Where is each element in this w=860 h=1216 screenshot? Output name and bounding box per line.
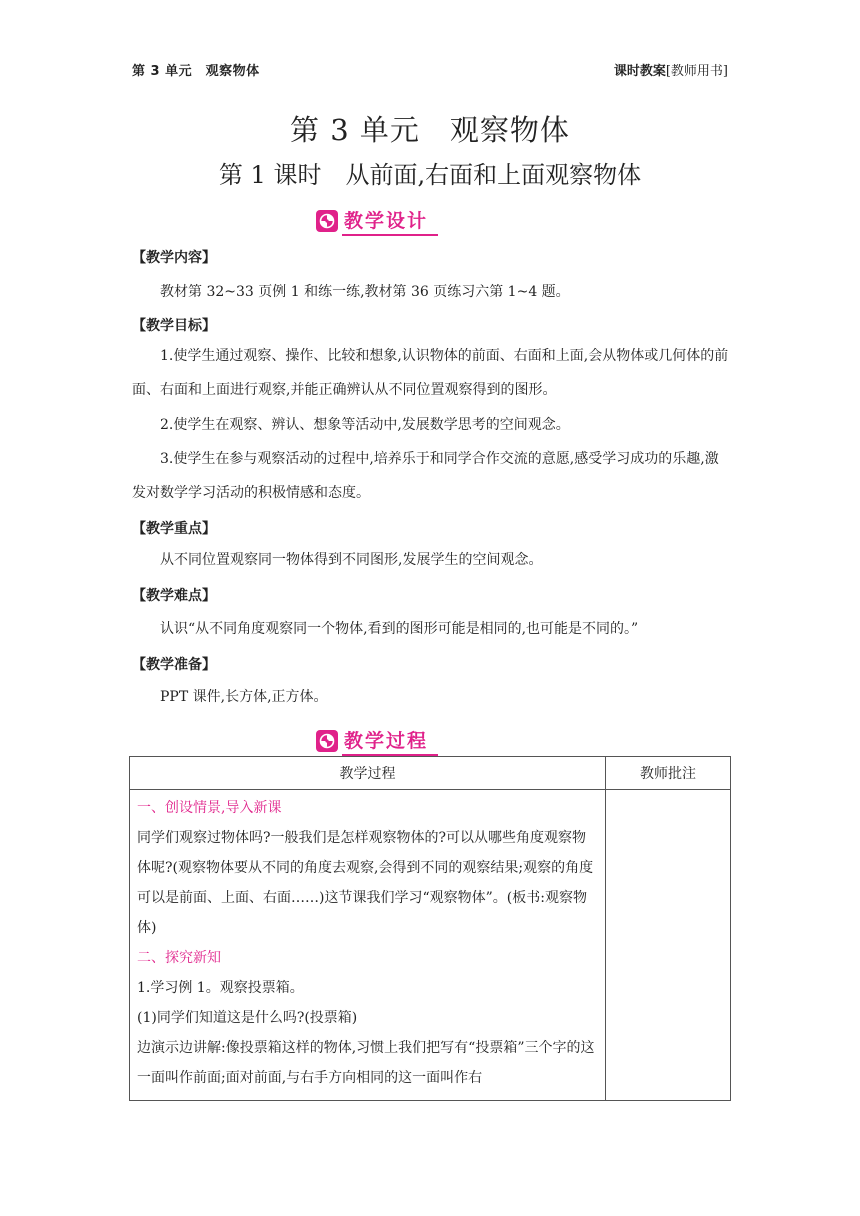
banner-teaching-design — [316, 206, 438, 236]
teaching-process-table — [129, 756, 731, 1101]
step-2-line-3: 边演示边讲解:像投票箱这样的物体,习惯上我们把写有“投票箱”三个字的这一面叫作前面;面对前面,与右手方向相同的这一面叫作右 — [137, 1040, 595, 1086]
step-2-line-1: 1.学习例 1。观察投票箱。 — [137, 980, 304, 996]
header-book-title: 课时教案 — [613, 64, 666, 79]
heading-difficulties: 【教学难点】 — [132, 588, 216, 604]
preparation-text: PPT 课件,长方体,正方体。 — [160, 689, 328, 705]
unit-title: 第 3 单元 观察物体 — [290, 113, 570, 147]
notes-cell[interactable] — [606, 790, 731, 1101]
lesson-title: 第 1 课时 从前面,右面和上面观察物体 — [218, 161, 642, 189]
column-header-notes: 教师批注 — [606, 757, 731, 790]
table-header-row — [130, 757, 731, 790]
goal-1: 1.使学生通过观察、操作、比较和想象,认识物体的前面、右面和上面,会从物体或几何体的前面、右面和上面进行观察,并能正确辨认从不同位置观察得到的图形。 — [132, 348, 729, 398]
step-2-title: 二、探究新知 — [137, 950, 221, 966]
pinwheel-icon — [316, 210, 338, 232]
running-header-book — [614, 60, 728, 79]
header-book-type: [教师用书] — [665, 64, 728, 79]
step-1-title: 一、创设情景,导入新课 — [137, 800, 282, 816]
pinwheel-icon — [316, 730, 338, 752]
banner-teaching-process — [316, 726, 438, 756]
goal-3: 3.使学生在参与观察活动的过程中,培养乐于和同学合作交流的意愿,感受学习成功的乐趣,激发对数学学习活动的积极情感和态度。 — [132, 451, 719, 501]
step-2-line-2: (1)同学们知道这是什么吗?(投票箱) — [137, 1010, 358, 1026]
heading-preparation: 【教学准备】 — [132, 657, 216, 673]
heading-goals: 【教学目标】 — [132, 318, 216, 334]
goal-2: 2.使学生在观察、辨认、想象等活动中,发展数学思考的空间观念。 — [160, 417, 570, 433]
process-cell — [130, 790, 606, 1101]
difficulties-text: 认识“从不同角度观察同一个物体,看到的图形可能是相同的,也可能是不同的。” — [160, 621, 639, 637]
banner-label: 教学设计 — [342, 206, 438, 236]
content-text: 教材第 32~33 页例 1 和练一练,教材第 36 页练习六第 1~4 题。 — [160, 284, 570, 300]
table-row — [130, 790, 731, 1101]
heading-key-points: 【教学重点】 — [132, 521, 216, 537]
column-header-process: 教学过程 — [130, 757, 606, 790]
step-1-text: 同学们观察过物体吗?一般我们是怎样观察物体的?可以从哪些角度观察物体呢?(观察物体要从不同的角度去观察,会得到不同的观察结果;观察的角度可以是前面、上面、右面……)这节课我们学习“观察物体”。(板书:观察物体) — [137, 830, 594, 936]
banner-label: 教学过程 — [342, 726, 438, 756]
key-points-text: 从不同位置观察同一物体得到不同图形,发展学生的空间观念。 — [160, 552, 543, 568]
heading-content: 【教学内容】 — [132, 250, 216, 266]
running-header-unit: 第 3 单元 观察物体 — [132, 64, 260, 79]
